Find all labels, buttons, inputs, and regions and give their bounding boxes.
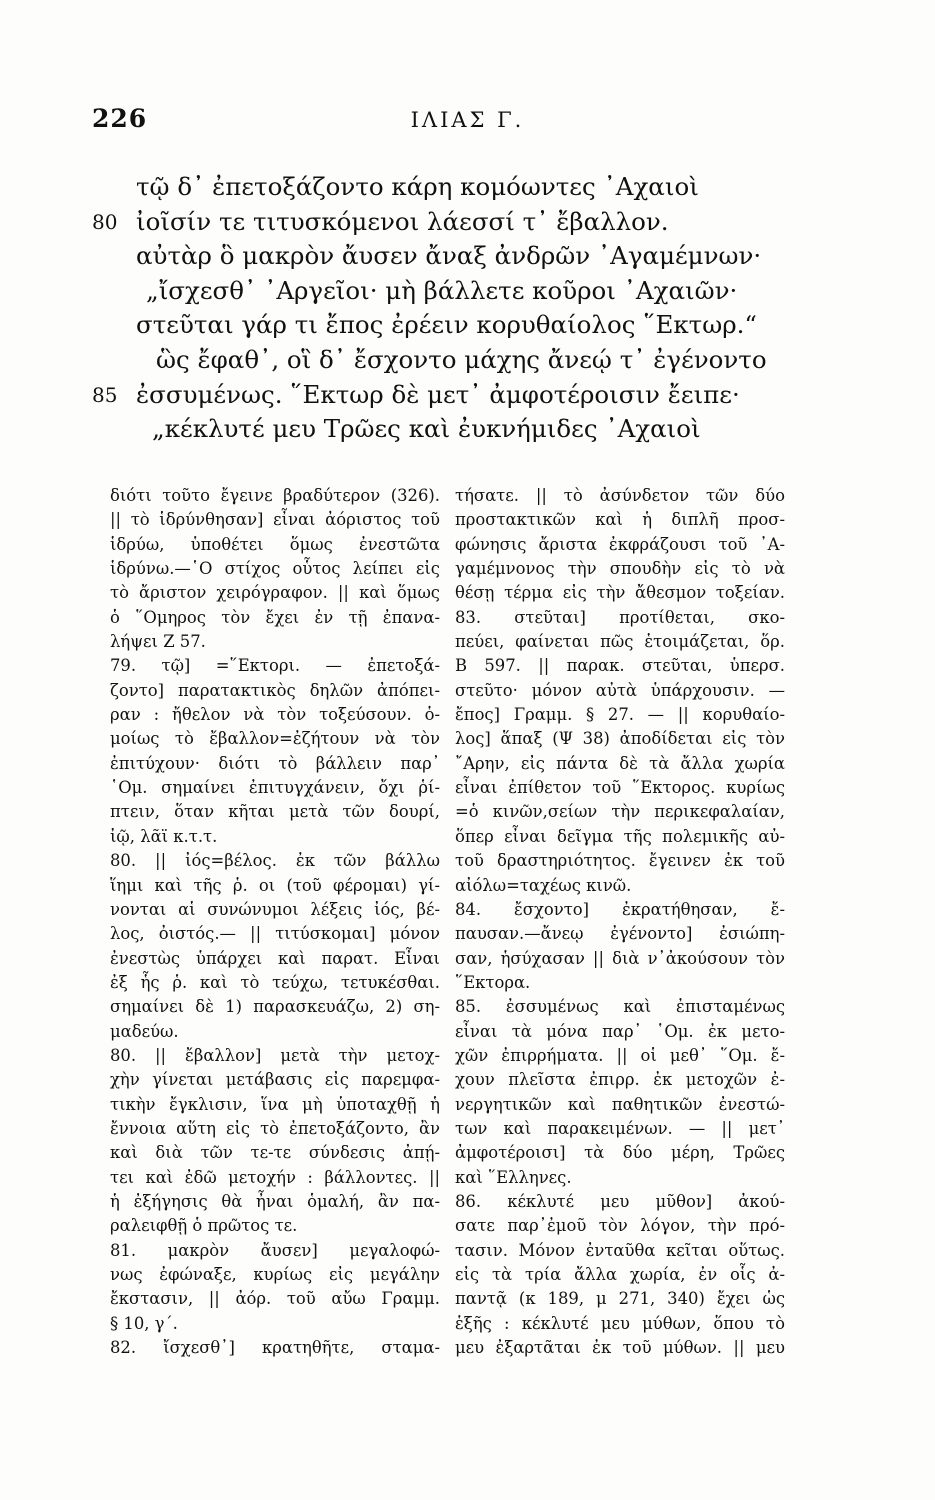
commentary-line: πτειν, ὅταν κῆται μετὰ τῶν δουρί,: [110, 802, 440, 822]
commentary-line: τασιν. Μόνον ἐνταῦθα κεῖται οὕτως.: [455, 1240, 785, 1260]
commentary-line: 85. ἐσσυμένως καὶ ἐπισταμένως: [455, 997, 785, 1017]
commentary-line: 81. μακρὸν ἄυσεν] μεγαλοφώ-: [110, 1240, 440, 1260]
verse-number: 80: [92, 209, 118, 234]
verse-text: ἐσσυμένως. ῞Εκτωρ δὲ μετ᾽ ἀμφοτέροισιν ἔειπε·: [136, 379, 740, 409]
commentary-line: θέσῃ τέρμα εἰς τὴν ἄθεσμον τοξείαν.: [455, 583, 785, 603]
commentary-line: Β 597. || παρακ. στεῦται, ὑπερσ.: [455, 656, 785, 676]
verse-line: [92, 378, 812, 413]
commentary-right-column: [455, 484, 785, 1360]
commentary-line: στεῦτο· μόνον αὐτὰ ὑπάρχουσιν. —: [455, 680, 785, 700]
commentary-line: 80. || ἔβαλλον] μετὰ τὴν μετοχ-: [110, 1045, 440, 1065]
commentary-line: 86. κέκλυτέ μευ μῦθον] ἀκού-: [455, 1191, 785, 1211]
commentary-line: ἵημι καὶ τῆς ῥ. οι (τοῦ φέρομαι) γί-: [110, 875, 440, 895]
commentary-line: τὸ ἄριστον χειρόγραφον. || καὶ ὅμως: [110, 583, 440, 603]
commentary-line: νονται αἱ συνώνυμοι λέξεις ἰός, βέ-: [110, 899, 440, 919]
commentary-line: 83. στεῦται] προτίθεται, σκο-: [455, 607, 785, 627]
verse-line: [92, 239, 812, 274]
commentary-line: ζοντο] παρατακτικὸς δηλῶν ἀπόπει-: [110, 680, 440, 700]
commentary-line: ἐξ ἧς ῥ. καὶ τὸ τεύχω, τετυκέσθαι.: [110, 972, 440, 992]
commentary-line: 80. || ἰός=βέλος. ἐκ τῶν βάλλω: [110, 851, 440, 871]
commentary-line: χουν πλεῖστα ἐπιρρ. ἐκ μετοχῶν ἐ-: [455, 1070, 785, 1090]
commentary-line: ἐνεστὼς ὑπάρχει καὶ παρατ. Εἶναι: [110, 948, 440, 968]
verse-text: τῷ δ᾽ ἐπετοξάζοντο κάρη κομόωντες ᾽Αχαιοὶ: [136, 172, 699, 201]
verse-line: [92, 274, 812, 309]
commentary-line: ἱδρύνω.—῾Ο στίχος οὗτος λείπει εἰς: [110, 559, 440, 579]
commentary-line: ῎Αρην, εἰς πάντα δὲ τὰ ἄλλα χωρία: [455, 753, 785, 773]
commentary-line: ὁ ῞Ομηρος τὸν ἔχει ἐν τῇ ἐπανα-: [110, 607, 440, 627]
commentary-line: ἱδρύω, ὑποθέτει ὅμως ἐνεστῶτα: [110, 534, 440, 554]
verse-line: [92, 170, 812, 205]
commentary-line: παυσαν.—ἄνεῳ ἐγένοντο] ἐσιώπη-: [455, 924, 785, 944]
verse-line: [92, 343, 812, 378]
verse-line: [92, 412, 812, 447]
commentary-line: τοῦ δραστηριότητος. ἔγεινεν ἐκ τοῦ: [455, 851, 785, 871]
commentary-line: ραλειφθῇ ὁ πρῶτος τε.: [110, 1216, 298, 1236]
commentary-line: των καὶ παρακειμένων. — || μετ᾽: [455, 1118, 785, 1138]
verse-text: „κέκλυτέ μευ Τρῶες καὶ ἐυκνήμιδες ᾽Αχαιοὶ: [152, 414, 701, 444]
commentary-line: σημαίνει δὲ 1) παρασκευάζω, 2) ση-: [110, 997, 440, 1017]
verse-number: 85: [92, 382, 118, 407]
commentary-line: χὴν γίνεται μετάβασις εἰς παρεμφα-: [110, 1070, 440, 1090]
verse-text: „ἴσχεσθ᾽ ᾽Αργεῖοι· μὴ βάλλετε κοῦροι ᾽Αχαιῶν·: [146, 275, 738, 305]
commentary-line: εἰς τὰ τρία ἄλλα χωρία, ἐν οἷς ἀ-: [455, 1265, 785, 1284]
commentary-line: εἶναι ἐπίθετον τοῦ ῞Εκτορος. κυρίως: [455, 778, 785, 798]
commentary-line: ἔπος] Γραμμ. § 27. — || κορυθαίο-: [455, 705, 785, 725]
commentary-line: ραν : ἤθελον νὰ τὸν τοξεύσουν. ὁ-: [110, 705, 440, 725]
commentary-left-column: [110, 484, 440, 1360]
verse-text: αὐτὰρ ὃ μακρὸν ἄυσεν ἄναξ ἀνδρῶν ᾽Αγαμέμνων·: [136, 241, 762, 271]
commentary-line: λήψει Ζ 57.: [110, 632, 206, 652]
commentary-line: γαμέμνονος τὴν σπουδὴν εἰς τὸ νὰ: [455, 559, 785, 579]
page-number: 226: [92, 104, 148, 133]
commentary-line: μευ ἐξαρτᾶται ἐκ τοῦ μύθων. || μευ: [455, 1338, 785, 1358]
verse-text: στεῦται γάρ τι ἔπος ἐρέειν κορυθαίολος ῞Εκτωρ.“: [136, 310, 757, 340]
commentary-line: μοίως τὸ ἔβαλλον=ἐζήτουν νὰ τὸν: [110, 729, 440, 749]
commentary-line: § 10, γ΄.: [110, 1313, 178, 1333]
commentary-line: σατε παρ᾽ἐμοῦ τὸν λόγον, τὴν πρό-: [455, 1216, 785, 1236]
commentary-line: ἡ ἐξήγησις θὰ ἦναι ὁμαλή, ἂν πα-: [110, 1191, 440, 1211]
commentary-line: φώνησις ἄριστα ἐκφράζουσι τοῦ ᾽Α-: [455, 534, 785, 554]
commentary-line: λος, ὀιστός.— || τιτύσκομαι] μόνον: [110, 924, 440, 944]
commentary-line: καὶ ῞Ελληνες.: [455, 1167, 572, 1187]
commentary-line: 82. ἴσχεσθ᾽] κρατηθῆτε, σταμα-: [110, 1338, 440, 1358]
commentary-line: ἰῷ, λᾶϊ κ.τ.τ.: [110, 826, 218, 846]
commentary-line: λος] ἅπαξ (Ψ 38) ἀποδίδεται εἰς τὸν: [455, 729, 785, 749]
commentary-line: ῾Ομ. σημαίνει ἐπιτυγχάνειν, ὄχι ῥί-: [110, 778, 440, 798]
commentary-line: εἶναι τὰ μόνα παρ᾽ ῾Ομ. ἐκ μετο-: [455, 1021, 785, 1041]
verse-line: [92, 205, 812, 240]
commentary-line: νεργητικῶν καὶ παθητικῶν ἐνεστώ-: [455, 1094, 785, 1114]
commentary-line: 84. ἔσχοντο] ἐκρατήθησαν, ἔ-: [455, 899, 785, 919]
commentary-line: ὅπερ εἶναι δεῖγμα τῆς πολεμικῆς αὐ-: [455, 826, 785, 846]
commentary-line: ἑξῆς : κέκλυτέ μευ μύθων, ὅπου τὸ: [455, 1313, 785, 1333]
commentary-line: 79. τῷ] =῞Εκτορι. — ἐπετοξά-: [110, 656, 440, 676]
commentary-line: ῞Εκτορα.: [455, 972, 531, 992]
verse-text: ἰοῖσίν τε τιτυσκόμενοι λάεσσί τ᾽ ἔβαλλον.: [136, 206, 669, 236]
commentary-line: =ὁ κινῶν,σείων τὴν περικεφαλαίαν,: [455, 802, 785, 822]
commentary-line: τήσατε. || τὸ ἀσύνδετον τῶν δύο: [455, 486, 785, 505]
commentary-line: πεύει, φαίνεται πῶς ἑτοιμάζεται, ὅρ.: [455, 632, 785, 652]
commentary-line: σαν, ἡσύχασαν || διὰ ν᾽ἀκούσουν τὸν: [455, 948, 785, 968]
commentary-line: τει καὶ ἐδῶ μετοχήν : βάλλοντες. ||: [110, 1167, 440, 1187]
commentary-line: ἔννοια αὕτη εἰς τὸ ἐπετοξάζοντο, ἂν: [110, 1118, 440, 1138]
commentary-line: μαδεύω.: [110, 1021, 179, 1041]
verse-text: ὣς ἔφαθ᾽, οἳ δ᾽ ἔσχοντο μάχης ἄνεῴ τ᾽ ἐγένοντο: [156, 344, 767, 374]
poem-text: [92, 170, 812, 447]
verse-line: [92, 308, 812, 343]
commentary-line: διότι τοῦτο ἔγεινε βραδύτερον (326).: [110, 486, 440, 505]
running-head: ΙΛΙΑΣ Γ.: [410, 108, 525, 132]
commentary-line: αἰόλω=ταχέως κινῶ.: [455, 875, 632, 895]
commentary-line: ἐπιτύχουν· διότι τὸ βάλλειν παρ᾽: [110, 753, 440, 773]
commentary-line: παντᾷ (κ 189, μ 271, 340) ἔχει ὡς: [455, 1289, 785, 1309]
commentary-line: τικὴν ἔγκλισιν, ἵνα μὴ ὑποταχθῇ ἡ: [110, 1094, 440, 1114]
commentary-line: ἀμφοτέροισι] τὰ δύο μέρη, Τρῶες: [455, 1143, 785, 1163]
commentary-line: χῶν ἐπιρρήματα. || οἱ μεθ᾽ ῞Ομ. ἔ-: [455, 1045, 785, 1065]
commentary-line: προστακτικῶν καὶ ἡ διπλῆ προσ-: [455, 510, 785, 530]
commentary-line: ἔκστασιν, || ἀόρ. τοῦ αὔω Γραμμ.: [110, 1289, 440, 1309]
commentary-line: || τὸ ἱδρύνθησαν] εἶναι ἀόριστος τοῦ: [110, 510, 440, 530]
commentary-line: νως ἐφώναξε, κυρίως εἰς μεγάλην: [110, 1265, 440, 1284]
commentary-line: καὶ διὰ τῶν τε-τε σύνδεσις ἀπῄ-: [110, 1143, 440, 1163]
